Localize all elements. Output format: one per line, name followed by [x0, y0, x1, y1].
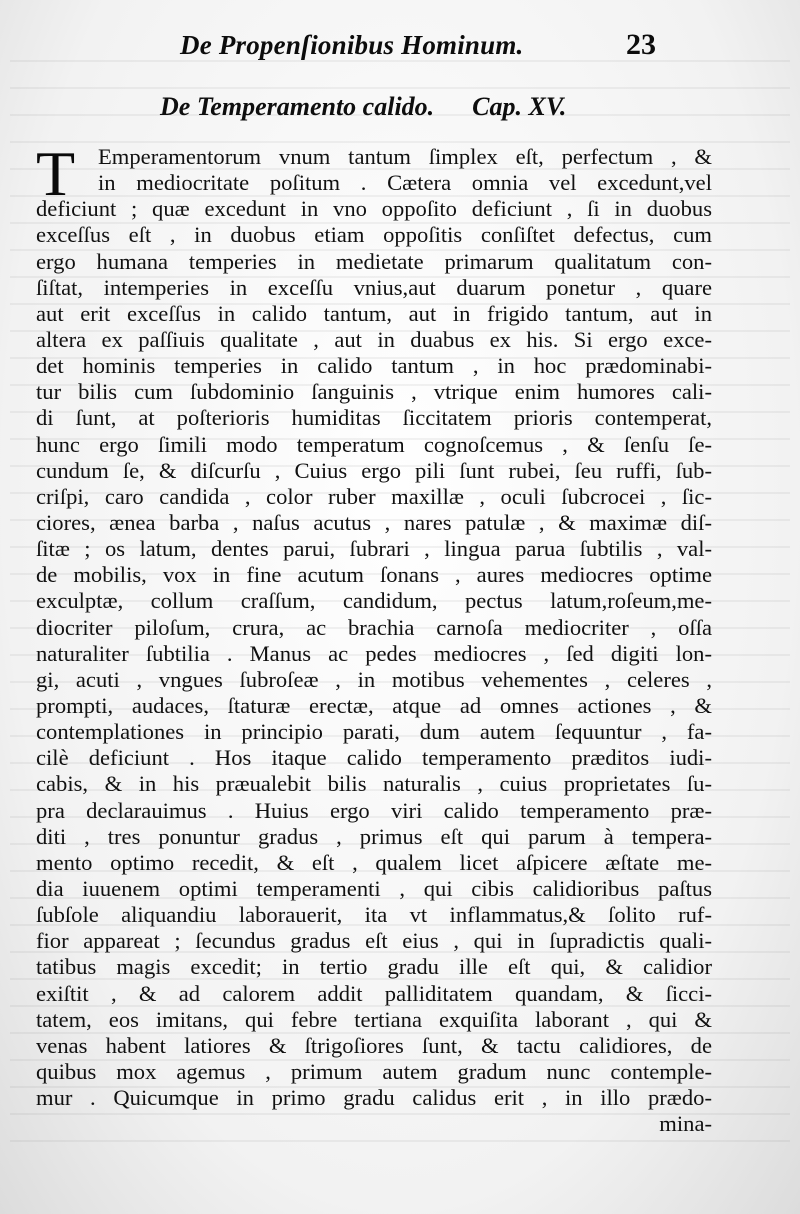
text-line: mur . Quicumque in primo gradu calidus erit , in illo prædo-	[36, 1085, 712, 1111]
text-line: cabis, & in his præualebit bilis naturalis , cuius proprietates ſu-	[36, 771, 712, 797]
text-line: diti , tres ponuntur gradus , primus eſt qui parum à tempera-	[36, 823, 712, 849]
text-line: ſubſole aliquandiu laborauerit, ita vt inflammatus,& ſolito ruf-	[36, 902, 712, 928]
catchword: mina-	[659, 1111, 712, 1137]
text-line: fior appareat ; ſecundus gradus eſt eius , qui in ſupradictis quali-	[36, 928, 712, 954]
text-line: diocriter piloſum, crura, ac brachia carnoſa mediocriter , oſſa	[36, 614, 712, 640]
text-line: contemplationes in principio parati, dum autem ſequuntur , fa-	[36, 719, 712, 745]
text-line: in mediocritate poſitum . Cætera omnia vel excedunt,vel	[98, 170, 712, 196]
text-line: ciores, ænea barba , naſus acutus , nares patulæ , & maximæ diſ-	[36, 509, 712, 535]
text-line: de mobilis, vox in fine acutum ſonans , aures mediocres optime	[36, 562, 712, 588]
text-line: ſiſtat, intemperies in exceſſu vnius,aut duarum ponetur , quare	[36, 274, 712, 300]
text-line: prompti, audaces, ſtaturæ erectæ, atque ad omnes actiones , &	[36, 692, 712, 718]
text-line: aut erit exceſſus in calido tantum, aut in frigido tantum, aut in	[36, 300, 712, 326]
page-header	[0, 26, 800, 70]
text-line: mento optimo recedit, & eſt , qualem licet aſpicere æſtate me-	[36, 849, 712, 875]
text-line: tur bilis cum ſubdominio ſanguinis , vtrique enim humores cali-	[36, 379, 712, 405]
running-title: De Propenſionibus Hominum.	[180, 30, 524, 60]
text-line: cilè deficiunt . Hos itaque calido temperamento præditos iudi-	[36, 745, 712, 771]
text-line: deficiunt ; quæ excedunt in vno oppoſito deficiunt , ſi in duobus	[36, 196, 712, 222]
text-line: ergo humana temperies in medietate primarum qualitatum con-	[36, 248, 712, 274]
text-line: exculptæ, collum craſſum, candidum, pectus latum,roſeum,me-	[36, 588, 712, 614]
page-number: 23	[626, 28, 656, 61]
chapter-number: Cap. XV.	[472, 92, 567, 121]
text-line: tatem, eos imitans, qui febre tertiana exquiſita laborant , qui &	[36, 1006, 712, 1032]
text-line: dia iuuenem optimi temperamenti , qui cibis calidioribus paſtus	[36, 875, 712, 901]
body-text	[36, 138, 712, 1137]
text-line: gi, acuti , vngues ſubroſeæ , in motibus vehementes , celeres ,	[36, 666, 712, 692]
text-line: criſpi, caro candida , color ruber maxillæ , oculi ſubcrocei , ſic-	[36, 483, 712, 509]
text-line: naturaliter ſubtilia . Manus ac pedes mediocres , ſed digiti lon-	[36, 640, 712, 666]
text-line: cundum ſe, & diſcurſu , Cuius ergo pili ſunt rubei, ſeu ruffi, ſub-	[36, 457, 712, 483]
text-line: di ſunt, at poſterioris humiditas ſiccitatem prioris contemperat,	[36, 405, 712, 431]
drop-cap: T	[36, 138, 76, 209]
text-line: quibus mox agemus , primum autem gradum nunc contemple-	[36, 1058, 712, 1084]
text-line: hunc ergo ſimili modo temperatum cognoſcemus , & ſenſu ſe-	[36, 431, 712, 457]
text-line: ſitæ ; os latum, dentes parui, ſubrari , lingua parua ſubtilis , val-	[36, 536, 712, 562]
chapter-title: De Temperamento calido.	[160, 92, 435, 121]
text-line: altera ex paſſiuis qualitate , aut in duabus ex his. Si ergo exce-	[36, 326, 712, 352]
text-line: Emperamentorum vnum tantum ſimplex eſt, perfectum , &	[98, 144, 712, 169]
text-line: venas habent latiores & ſtrigoſiores ſunt, & tactu calidiores, de	[36, 1032, 712, 1058]
chapter-heading	[160, 92, 640, 122]
text-line: tatibus magis excedit; in tertio gradu ille eſt qui, & calidior	[36, 954, 712, 980]
text-line: pra declarauimus . Huius ergo viri calido temperamento præ-	[36, 797, 712, 823]
text-line: exceſſus eſt , in duobus etiam oppoſitis conſiſtet defectus, cum	[36, 222, 712, 248]
text-line: exiſtit , & ad calorem addit palliditatem quandam, & ſicci-	[36, 980, 712, 1006]
text-line: det hominis temperies in calido tantum , in hoc prædominabi-	[36, 353, 712, 379]
